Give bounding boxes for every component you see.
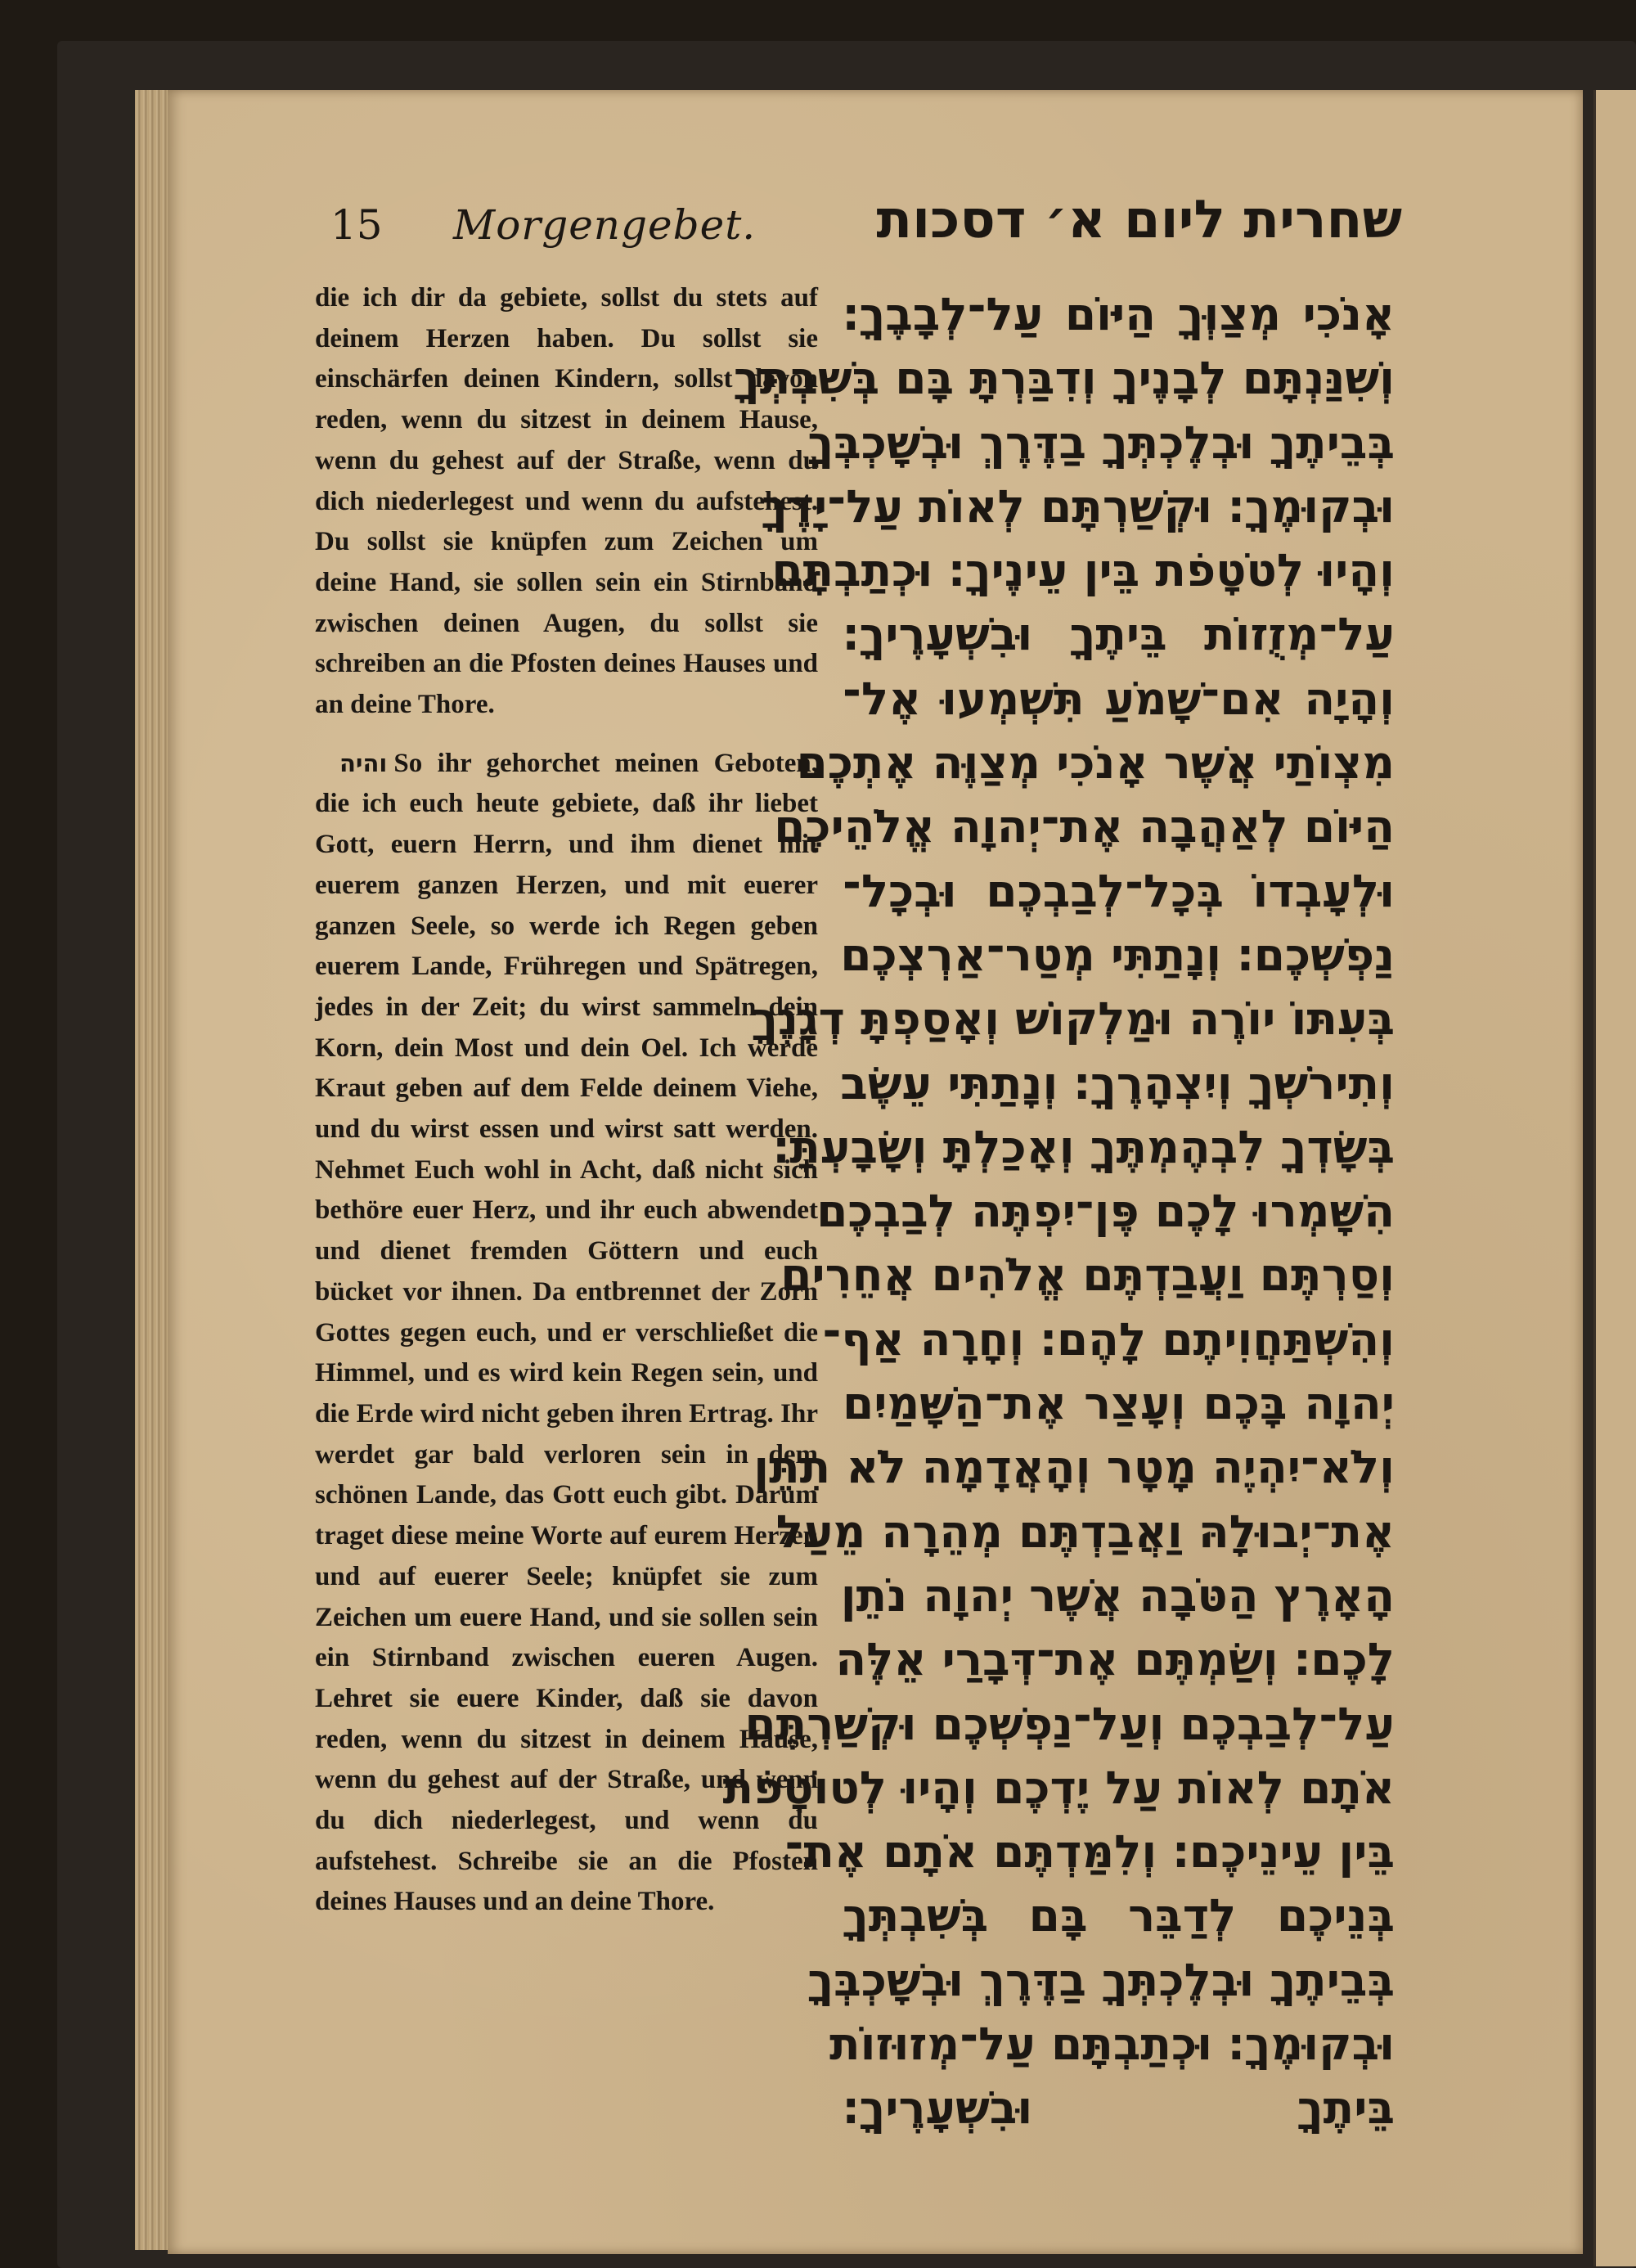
hebrew-line: עַל־לְבַבְכֶם וְעַל־נַפְשְׁכֶם וּקְשַׁרְתֶּם	[744, 1697, 1395, 1750]
hebrew-text-column	[722, 282, 1395, 2135]
hebrew-line: מִצְוֹתַי אֲשֶׁר אָנֹכִי מְצַוֶּה אֶתְכֶם	[796, 736, 1395, 790]
hebrew-line: לָכֶם׃ וְשַׂמְתֶּם אֶת־דְּבָרַי אֵלֶּה	[835, 1633, 1395, 1686]
page-number: 15	[330, 201, 383, 249]
hebrew-line: בְּעִתּוֹ יוֹרֶה וּמַלְקוֹשׁ וְאָסַפְתָּ דְגָנֶךָ	[752, 992, 1395, 1046]
hebrew-line: אֶת־יְבוּלָהּ וַאֲבַדְתֶּם מְהֵרָה מֵעַל	[775, 1505, 1395, 1558]
hebrew-line: עַל־מְזֻזוֹת בֵּיתֶךָ וּבִשְׁעָרֶיךָ׃	[843, 608, 1395, 661]
hebrew-line: וְהִשְׁתַּחֲוִיתֶם לָהֶם׃ וְחָרָה אַף־	[822, 1312, 1395, 1366]
hebrew-line: וְלֹא־יִהְיֶה מָטָר וְהָאֲדָמָה לֹא תִתֵּן	[753, 1441, 1395, 1494]
hebrew-line: וְשִׁנַּנְתָּם לְבָנֶיךָ וְדִבַּרְתָּ בָּם בְּשִׁבְתְּךָ	[733, 352, 1395, 405]
german-paragraph-text: So ihr gehorchet meinen Geboten, die ich euch heute gebiete, daß ihr liebet Gott, euern Herrn, und ihm dienet mit euerem ganzen Herzen, und mit euerer ganzen Seele, so werde ich Regen geben euerem Lande, Frühregen und Spätregen, jedes in der Zeit; du wirst sammeln dein Korn, dein Most und dein Oel. Ich werde Kraut geben auf dem Felde deinem Viehe, und du wirst essen und wirst satt werden. Nehmet Euch wohl in Acht, daß nicht sich bethöre euer Herz, und ihr euch abwendet und dienet fremden Göttern und euch bücket vor ihnen. Da entbrennet der Zorn Gottes gegen euch, und er verschließet die Himmel, und es wird kein Regen sein, und die Erde wird nicht geben ihren Ertrag. Ihr werdet gar bald verloren sein in dem schönen Lande, das Gott euch gibt. Darum traget diese meine Worte auf eurem Herzen und auf euerer Seele; knüpfet sie zum Zeichen um euere Hand, und sie sollen sein ein Stirnband zwischen eueren Augen. Lehret sie euere Kinder, daß sie davon reden, wenn du sitzest in deinem Hause, wenn du gehest auf der Straße, und wenn du dich niederlegest, und wenn du aufstehest. Schreibe sie an die Pfosten deines Hauses und an deine Thore.	[315, 748, 818, 1917]
hebrew-line: וּלְעָבְדוֹ בְּכָל־לְבַבְכֶם וּבְכָל־	[843, 864, 1395, 917]
hebrew-line: וְסַרְתֶּם וַעֲבַדְתֶּם אֱלֹהִים אֲחֵרִים	[780, 1249, 1395, 1302]
german-paragraph: die ich dir da gebiete, sollst du stets auf deinem Herzen haben. Du sollst sie einschärfen deinen Kindern, sollst davon reden, wenn du sitzest in deinem Hause, wenn du gehest auf der Straße, wenn du dich niederlegest und wenn du aufstehest. Du sollst sie knüpfen zum Zeichen um deine Hand, sie sollen sein ein Stirnband zwischen deinen Augen, du sollst sie schreiben an die Pfosten deines Hauses und an deine Thore.	[315, 283, 818, 720]
hebrew-line: וְהָיָה אִם־שָׁמֹעַ תִּשְׁמְעוּ אֶל־	[843, 672, 1395, 725]
hebrew-line: בֵּין עֵינֵיכֶם׃ וְלִמַּדְתֶּם אֹתָם אֶת־	[784, 1825, 1395, 1879]
page-header	[330, 190, 1402, 263]
hebrew-line: אֹתָם לְאוֹת עַל יֶדְכֶם וְהָיוּ לְטוֹטָפֹת	[722, 1761, 1395, 1814]
hebrew-keyword: והיה	[339, 749, 388, 777]
hebrew-line: הַיּוֹם לְאַהֲבָה אֶת־יְהוָה אֱלֹהֵיכֶם	[774, 800, 1395, 853]
hebrew-line: וּבְקוּמֶךָ׃ וּכְתַבְתָּם עַל־מְזוּזוֹת	[829, 2018, 1395, 2071]
facing-page-edge	[1593, 90, 1636, 2266]
hebrew-line: וְתִירֹשְׁךָ וְיִצְהָרֶךָ׃ וְנָתַתִּי עֵשֶׂב	[840, 1056, 1395, 1109]
hebrew-line: נַפְשְׁכֶם׃ וְנָתַתִּי מְטַר־אַרְצְכֶם	[840, 928, 1395, 981]
hebrew-line: בְּבֵיתֶךָ וּבְלֶכְתְּךָ בַדֶּרֶךְ וּבְשָׁכְבְּךָ	[807, 1953, 1395, 2006]
hebrew-line: אָנֹכִי מְצַוְּךָ הַיּוֹם עַל־לְבָבֶךָ׃	[843, 288, 1395, 340]
hebrew-line: בֵּיתֶךָ וּבִשְׁעָרֶיךָ׃	[843, 2081, 1395, 2135]
hebrew-line: הָאָרֶץ הַטֹּבָה אֲשֶׁר יְהוָה נֹתֵן	[840, 1568, 1395, 1622]
hebrew-line: בְּבֵיתֶךָ וּבְלֶכְתְּךָ בַדֶּרֶךְ וּבְשָׁכְבְּךָ	[807, 416, 1395, 469]
hebrew-line: הִשָּׁמְרוּ לָכֶם פֶּן־יִפְתֶּה לְבַבְכֶם	[816, 1185, 1395, 1238]
hebrew-running-head: שחרית ליום א׳ דסכות	[876, 190, 1402, 250]
hebrew-line: בְּשָׂדְךָ לִבְהֶמְתֶּךָ וְאָכַלְתָּ וְשָׂבָעְתָּ׃	[772, 1120, 1395, 1173]
german-running-head: Morgengebet.	[453, 201, 757, 249]
german-paragraph	[315, 744, 818, 1923]
hebrew-line: וְהָיוּ לְטֹטָפֹת בֵּין עֵינֶיךָ׃ וּכְתַבְתָּם	[771, 544, 1395, 597]
hebrew-line: וּבְקוּמֶךָ׃ וּקְשַׁרְתָּם לְאוֹת עַל־יָדֶךָ	[761, 479, 1395, 533]
hebrew-line: יְהוָה בָּכֶם וְעָצַר אֶת־הַשָּׁמַיִם	[843, 1377, 1395, 1430]
hebrew-line: בְּנֵיכֶם לְדַבֵּר בָּם בְּשִׁבְתְּךָ	[843, 1889, 1395, 1942]
